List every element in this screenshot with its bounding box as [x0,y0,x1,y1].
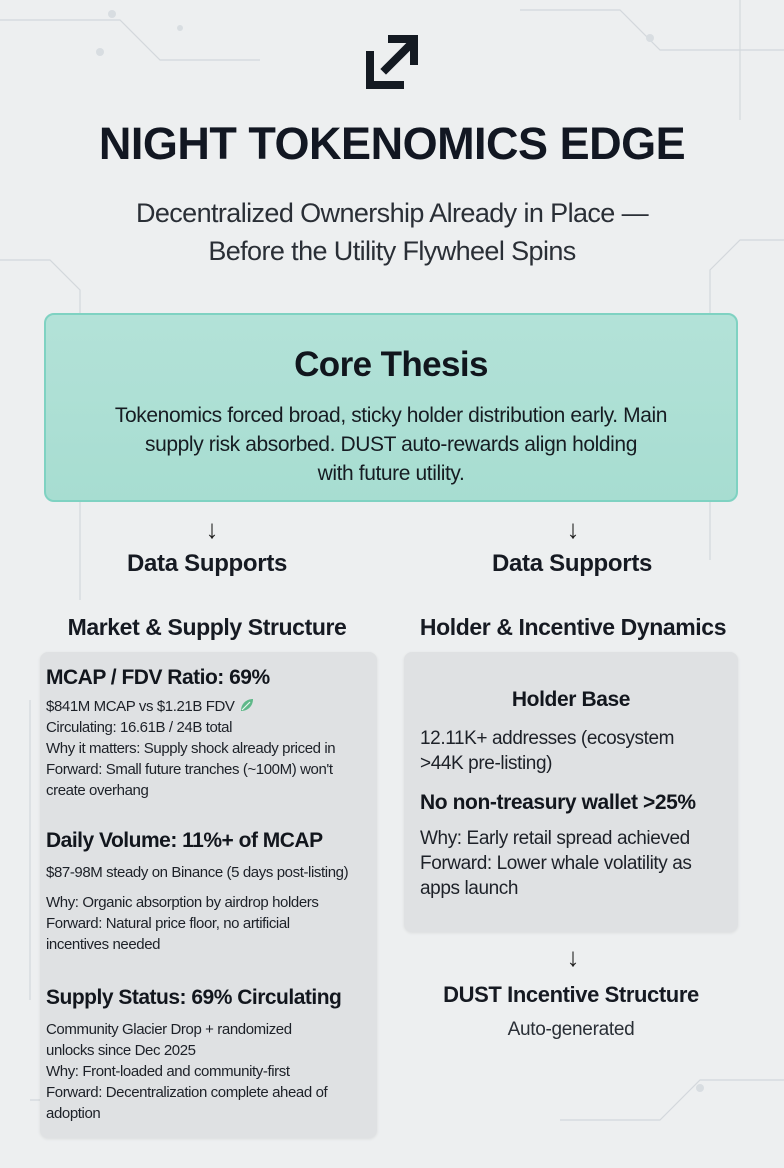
subtitle-line-2: Before the Utility Flywheel Spins [208,236,576,266]
data-supports-left: Data Supports [126,550,288,577]
wallet-concentration-title: No non-treasury wallet >25% [420,791,696,814]
dust-incentive-title: DUST Incentive Structure [443,982,699,1007]
core-thesis-box [44,313,738,502]
supply-status-title: Supply Status: 69% Circulating [46,986,342,1009]
holder-base-panel [404,652,738,932]
core-thesis-line-1: Tokenomics forced broad, sticky holder distribution early. Main [114,404,668,427]
down-arrow-icon: ↓ [566,942,580,972]
dust-incentive-subtitle: Auto-generated [507,1019,635,1040]
mcap-fdv-line [46,696,376,717]
core-thesis-line-2: supply risk absorbed. DUST auto-rewards align holding [144,433,637,456]
market-supply-panel [40,652,377,1138]
volume-forward-line: Forward: Natural price floor, no artificial [46,915,290,932]
core-thesis-title: Core Thesis [294,345,488,384]
holder-forward-line-1: Forward: Lower whale volatility as [420,853,692,874]
core-thesis-body [76,401,706,488]
core-thesis-line-3: with future utility. [317,462,465,485]
data-supports-right: Data Supports [491,550,653,577]
holder-why-forward [420,826,730,901]
circulating-line: Circulating: 16.61B / 24B total [46,719,233,736]
mcap-why-line: Why it matters: Supply shock already priced in [46,740,336,757]
volume-forward-line-cont: incentives needed [46,936,161,953]
leaf-icon [239,697,255,713]
holder-addresses-line-2: >44K pre-listing) [420,753,553,774]
holder-base-title: Holder Base [511,688,631,711]
down-arrow-icon: ↓ [566,514,580,544]
holder-addresses [420,726,730,776]
supply-why-line: Why: Front-loaded and community-first [46,1063,290,1080]
holder-incentive-heading: Holder & Incentive Dynamics [419,614,727,640]
mcap-fdv-title: MCAP / FDV Ratio: 69% [46,666,270,689]
volume-why-line: Why: Organic absorption by airdrop holders [46,894,319,911]
page-title: NIGHT TOKENOMICS EDGE [98,118,686,169]
mcap-fdv-values: $841M MCAP vs $1.21B FDV [46,698,235,715]
mcap-forward-line: Forward: Small future tranches (~100M) won't [46,761,333,778]
market-supply-heading: Market & Supply Structure [67,614,347,640]
supply-unlocks-line: unlocks since Dec 2025 [46,1042,196,1059]
page-subtitle [60,194,724,270]
supply-forward-line-cont: adoption [46,1105,101,1122]
holder-why-line: Why: Early retail spread achieved [420,828,690,849]
subtitle-line-1: Decentralized Ownership Already in Place — [135,198,649,228]
mcap-forward-line-cont: create overhang [46,782,149,799]
supply-forward-line: Forward: Decentralization complete ahead of [46,1084,328,1101]
down-arrow-icon: ↓ [205,514,219,544]
holder-forward-line-2: apps launch [420,878,519,899]
night-logo-icon [366,33,420,89]
daily-volume-title: Daily Volume: 11%+ of MCAP [46,829,323,852]
supply-glacier-line: Community Glacier Drop + randomized [46,1021,292,1038]
holder-addresses-line-1: 12.11K+ addresses (ecosystem [420,728,675,749]
volume-binance-line: $87-98M steady on Binance (5 days post-listing) [46,864,349,881]
